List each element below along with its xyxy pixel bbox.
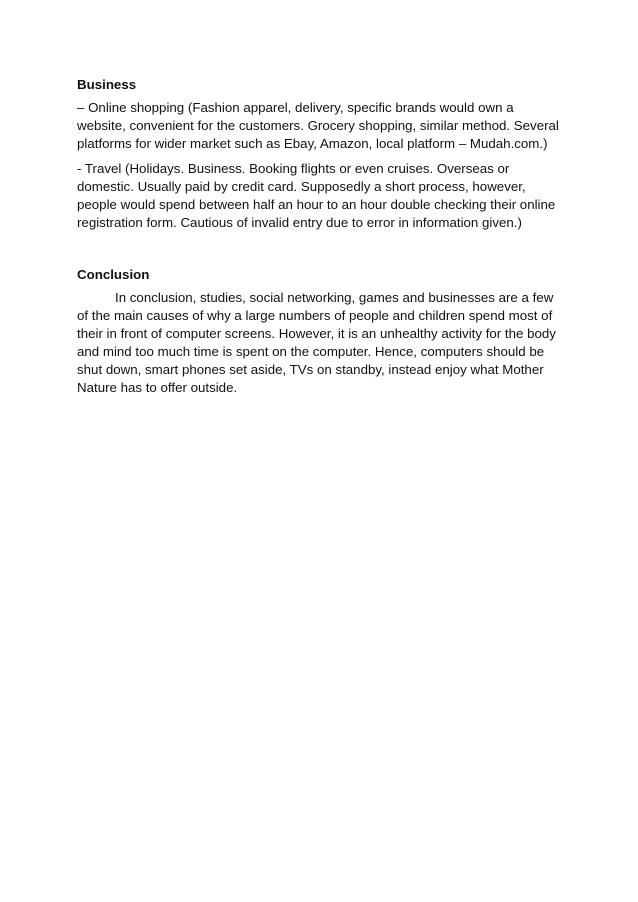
conclusion-section bbox=[77, 266, 562, 397]
section-spacer bbox=[77, 239, 562, 266]
business-section bbox=[77, 76, 562, 232]
travel-paragraph: - Travel (Holidays. Business. Booking flights or even cruises. Overseas or domestic. Usually paid by credit card. Supposedly a short process, however, people would spend between half an hour to an hour double checking their online registration form. Cautious of invalid entry due to error in information given.) bbox=[77, 161, 556, 230]
conclusion-paragraph: In conclusion, studies, social networking, games and businesses are a few of the main causes of why a large numbers of people and children spend most of their in front of computer screens. However, it is an unhealthy activity for the body and mind too much time is spent on the computer. Hence, computers should be shut down, smart phones set aside, TVs on standby, instead enjoy what Mother Nature has to offer outside. bbox=[77, 290, 556, 395]
online-shopping-paragraph: – Online shopping (Fashion apparel, delivery, specific brands would own a website, convenient for the customers. Grocery shopping, similar method. Several platforms for wider market such as Ebay, Amazon, local platform – Mudah.com.) bbox=[77, 100, 559, 151]
business-heading: Business bbox=[77, 77, 137, 92]
conclusion-heading: Conclusion bbox=[77, 267, 150, 282]
